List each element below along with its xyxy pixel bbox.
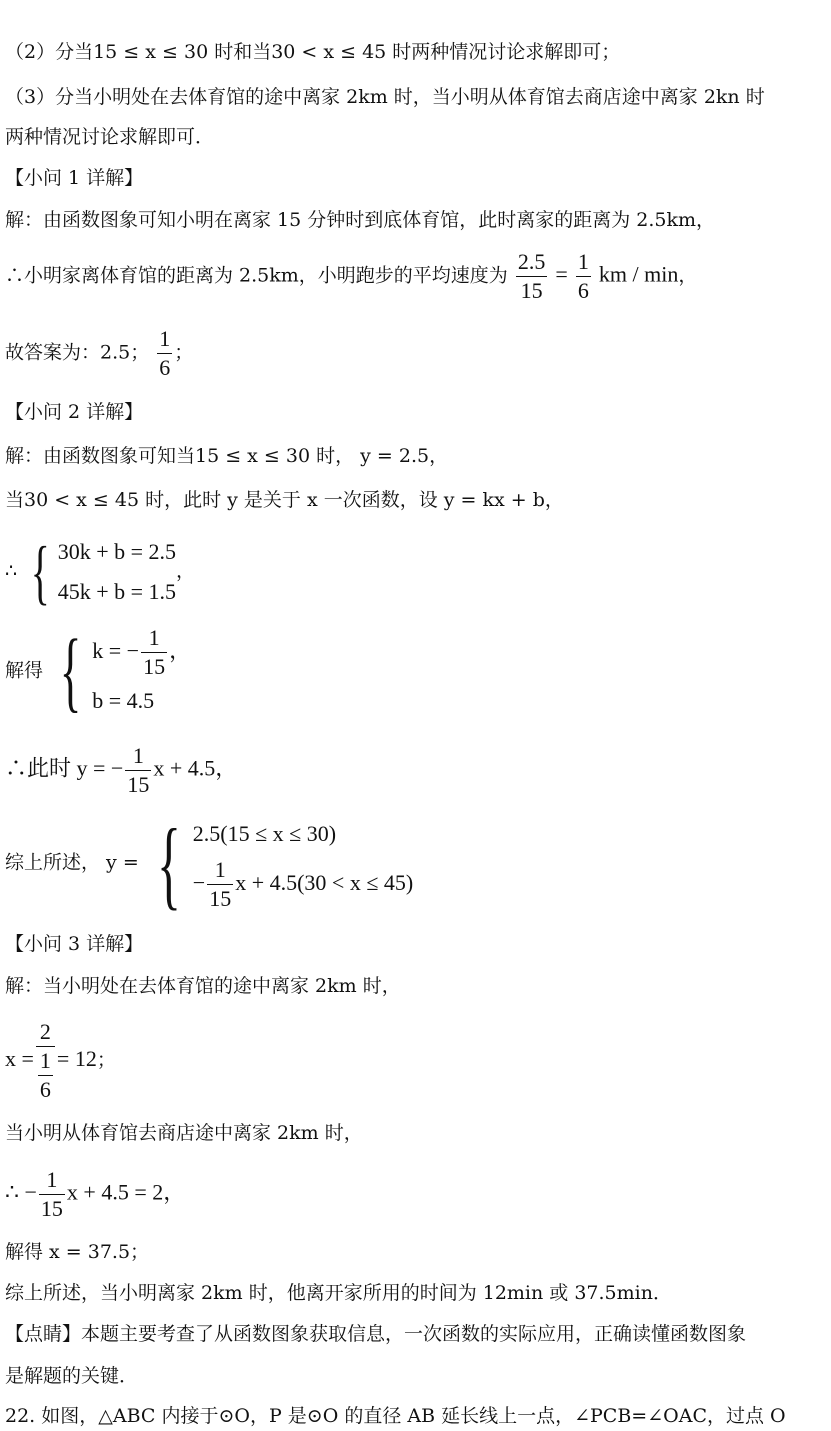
system-rows <box>58 532 176 612</box>
fraction-denominator: 6 <box>39 1077 51 1102</box>
text-line-speed <box>5 248 697 305</box>
punctuation: ； <box>174 341 194 364</box>
text-line-q2-sol: 解：由函数图象可知当15 ≤ x ≤ 30 时， y = 2.5， <box>5 445 449 467</box>
fraction-speed-2 <box>576 248 591 305</box>
system-row: 45k + b = 1.5 <box>57 579 177 604</box>
fraction-denominator: 6 <box>159 355 171 380</box>
text-line-solve-x: 解得 x = 37.5； <box>5 1241 150 1263</box>
fraction-numerator: 1 <box>38 1047 53 1076</box>
text-line-q3-sol: 解：当小明处在去体育馆的途中离家 2km 时， <box>5 975 401 997</box>
text-line-case3: （3）分当小明处在去体育馆的途中离家 2km 时，当小明从体育馆去商店途中离家 2kn 时 <box>5 86 765 108</box>
therefore-sign: ∴ <box>5 560 18 582</box>
fraction-denominator: 15 <box>209 886 232 912</box>
system-row: b = 4.5 <box>92 688 155 714</box>
fraction-numerator: 1 <box>39 1166 65 1195</box>
fraction-numerator: 1 <box>207 856 233 885</box>
equation-system-1 <box>5 532 195 612</box>
fraction-k <box>141 624 167 681</box>
brace-icon: { <box>30 532 50 612</box>
text-line-question22: 22. 如图，△ABC 内接于⊙O，P 是⊙O 的直径 AB 延长线上一点，∠PCB=∠OAC，过点 O <box>5 1405 786 1427</box>
fraction-answer <box>157 325 172 382</box>
section-heading-q1: 【小问 1 详解】 <box>5 167 144 189</box>
fraction-piece <box>207 856 233 913</box>
complex-fraction <box>36 1018 55 1104</box>
text-line-q1-sol: 解：由函数图象可知小明在离家 15 分钟时到底体育馆，此时离家的距离为 2.5km， <box>5 209 716 231</box>
punctuation: ， <box>176 560 196 582</box>
summary-label: 综上所述， y = <box>5 851 139 874</box>
equation-return: ∴ − $\frac{1}{15}$ x + 4.5 = 2， <box>5 1167 186 1221</box>
system-rows <box>92 622 191 721</box>
fraction-numerator: 1 <box>125 742 151 771</box>
fraction-numerator: 1 <box>141 624 167 653</box>
fraction-denominator: 15 <box>143 654 166 680</box>
inner-fraction <box>38 1047 53 1104</box>
fraction-denominator <box>36 1047 55 1104</box>
text-line-case2: （2）分当15 ≤ x ≤ 30 时和当30 < x ≤ 45 时两种情况讨论求解即可； <box>5 41 621 63</box>
equation-x-12: x = $\frac{2}{\frac{1}{6}}$ = 12； <box>5 1019 116 1102</box>
speed-text: ∴小明家离体育馆的距离为 2.5km，小明跑步的平均速度为 <box>5 264 508 287</box>
brace-icon: { <box>59 621 82 721</box>
text-line-answer1 <box>5 325 193 382</box>
fraction-numerator: 2 <box>36 1018 55 1047</box>
fraction-speed-1 <box>516 248 548 305</box>
text-line-comment: 【点睛】本题主要考查了从函数图象获取信息，一次函数的实际应用，正确读懂函数图象 <box>5 1323 747 1345</box>
fraction-slope <box>125 742 151 799</box>
text-line-q2-linear: 当30 < x ≤ 45 时，此时 y 是关于 x 一次函数，设 y = kx + b， <box>5 489 564 511</box>
unit-text: km / min <box>598 261 679 287</box>
fraction-numerator: 2.5 <box>516 248 548 277</box>
system-row: 30k + b = 2.5 <box>57 539 177 564</box>
fraction-denominator: 15 <box>127 772 150 797</box>
fraction-return <box>39 1166 65 1223</box>
text-line-summary: 综上所述，当小明离家 2km 时，他离开家所用的时间为 12min 或 37.5min． <box>5 1282 672 1304</box>
brace-icon: { <box>156 807 181 919</box>
text-line-q3-return: 当小明从体育馆去商店途中离家 2km 时， <box>5 1122 363 1144</box>
solution-label: 解得 <box>5 659 44 682</box>
answer-text: 故答案为：2.5； <box>5 341 150 364</box>
fraction-denominator: 6 <box>577 278 589 303</box>
section-heading-q3: 【小问 3 详解】 <box>5 933 144 955</box>
piecewise-row: 2.5(15 ≤ x ≤ 30) <box>192 821 337 846</box>
fraction-denominator: 15 <box>40 1196 63 1221</box>
equals-sign: = <box>555 261 568 287</box>
fraction-denominator: 15 <box>520 278 543 303</box>
text-line-function: ∴此时 y = − $\frac{1}{15}$ x + 4.5， <box>5 743 238 797</box>
piecewise-row: − $\frac{1}{15}$ x + 4.5(30 < x ≤ 45) <box>192 857 414 912</box>
system-row: k = − $\frac{1}{15}$ ， <box>92 625 192 680</box>
punctuation: ， <box>678 264 698 287</box>
equation-system-2 <box>5 622 191 721</box>
fraction-numerator: 1 <box>576 248 591 277</box>
text-line-case3-cont: 两种情况讨论求解即可． <box>5 126 215 148</box>
fraction-numerator: 1 <box>157 325 172 354</box>
piecewise-rows <box>193 814 413 913</box>
section-heading-q2: 【小问 2 详解】 <box>5 401 144 423</box>
piecewise-function <box>5 807 414 919</box>
text-line-comment-cont: 是解题的关键． <box>5 1365 139 1387</box>
